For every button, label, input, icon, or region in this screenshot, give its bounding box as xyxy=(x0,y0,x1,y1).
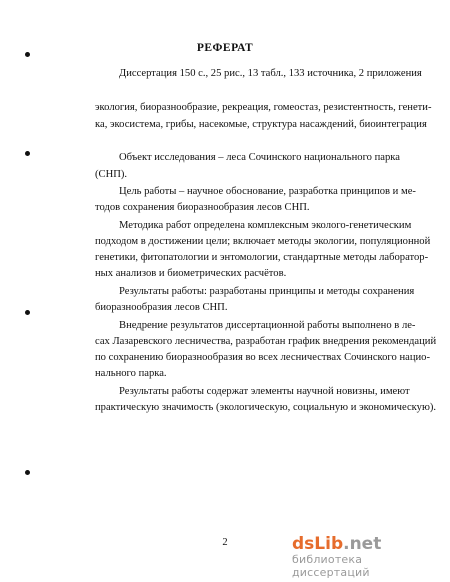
margin-mark xyxy=(25,470,30,475)
text-line: Результаты работы содержат элементы научной новизны, имеют xyxy=(119,386,410,397)
text-line: ных анализов и биометрических расчётов. xyxy=(95,268,287,279)
text-line: нального парка. xyxy=(95,368,167,379)
text-line: Внедрение результатов диссертационной работы выполнено в ле- xyxy=(119,320,416,331)
text-line: генетики, фитопатологии и энтомологии, стандартные методы лаборатор- xyxy=(95,252,429,263)
text-line: Методика работ определена комплексным эколого-генетическим xyxy=(119,220,412,231)
text-line: Результаты работы: разработаны принципы и методы сохранения xyxy=(119,286,415,297)
watermark-brand xyxy=(292,535,442,553)
watermark-subtitle: библиотека диссертаций xyxy=(292,553,370,579)
margin-mark xyxy=(25,310,30,315)
watermark-logo xyxy=(292,535,442,579)
margin-mark xyxy=(25,151,30,156)
text-line: по сохранению биоразнообразия во всех лесничествах Сочинского нацио- xyxy=(95,352,430,363)
text-line: Диссертация 150 с., 25 рис., 13 табл., 133 источника, 2 приложения xyxy=(119,68,422,79)
text-line: практическую значимость (экологическую, социальную и экономическую). xyxy=(95,402,437,413)
text-line: Объект исследования – леса Сочинского национального парка xyxy=(119,152,400,163)
text-line: ка, экосистема, грибы, насекомые, структура насаждений, биоинтеграция xyxy=(95,119,427,130)
text-line: экология, биоразнообразие, рекреация, гомеостаз, резистентность, генети- xyxy=(95,102,432,113)
watermark-brand-tld: .net xyxy=(343,534,382,554)
text-line: сах Лазаревского лесничества, разработан график внедрения рекомендаций xyxy=(95,336,437,347)
text-line: Цель работы – научное обоснование, разработка принципов и ме- xyxy=(119,186,416,197)
text-line: подходом в достижении цели; включает методы экологии, популяционной xyxy=(95,236,431,247)
watermark-brand-main: dsLib xyxy=(292,534,344,554)
text-line: биоразнообразия лесов СНП. xyxy=(95,302,228,313)
text-line: тодов сохранения биоразнообразия лесов СНП. xyxy=(95,202,310,213)
document-title: РЕФЕРАТ xyxy=(196,42,254,54)
text-line: (СНП). xyxy=(95,169,128,180)
page-number: 2 xyxy=(222,537,228,548)
